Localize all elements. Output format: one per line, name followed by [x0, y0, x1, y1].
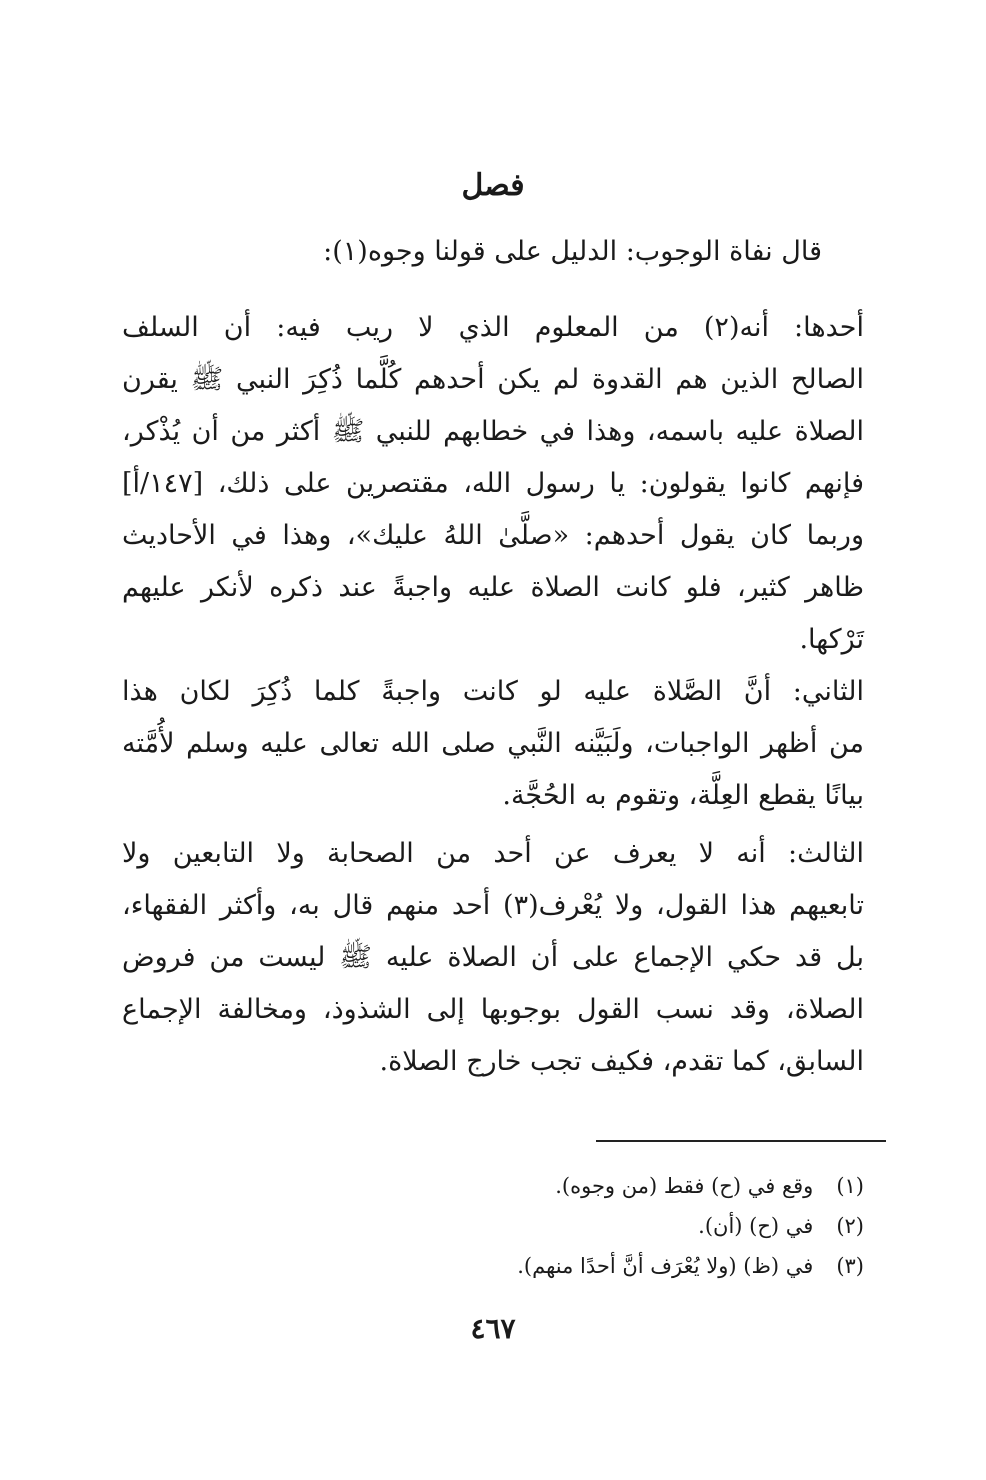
paragraph-3-line: تابعيهم هذا القول، ولا يُعْرف(٣) أحد منهم قال به، وأكثر الفقهاء، — [122, 890, 864, 921]
paragraph-3-line: بل قد حكي الإجماع على أن الصلاة عليه ﷺ ليست من فروض — [122, 942, 864, 973]
paragraph-3-line: السابق، كما تقدم، فكيف تجب خارج الصلاة. — [379, 1046, 864, 1077]
paragraph-3-line: الصلاة، وقد نسب القول بوجوبها إلى الشذوذ، ومخالفة الإجماع — [122, 994, 864, 1025]
footnote-2 — [122, 1206, 864, 1246]
paragraph-1-line: الصالح الذين هم القدوة لم يكن أحدهم كُلَّما ذُكِرَ النبي ﷺ يقرن — [122, 364, 864, 395]
footnote-1 — [122, 1166, 864, 1206]
paragraph-3-line: الثالث: أنه لا يعرف عن أحد من الصحابة ولا التابعين ولا — [122, 838, 864, 869]
footnote-text: في (ح) (أن). — [698, 1214, 814, 1238]
footnote-separator — [596, 1140, 886, 1142]
paragraph-1-line: فإنهم كانوا يقولون: يا رسول الله، مقتصرين على ذلك، [١٤٧/أ] — [122, 468, 864, 499]
paragraph-2-line: الثاني: أنَّ الصَّلاة عليه لو كانت واجبةً كلما ذُكِرَ لكان هذا — [122, 676, 864, 707]
footnote-number: (١) — [836, 1174, 864, 1198]
paragraph-2-line: بيانًا يقطع العِلَّة، وتقوم به الحُجَّة. — [502, 780, 864, 811]
page-number: ٤٦٧ — [470, 1312, 516, 1345]
section-title: فصل — [461, 168, 525, 203]
footnote-text: وقع في (ح) فقط (من وجوه). — [555, 1174, 814, 1198]
footnote-number: (٣) — [836, 1254, 864, 1278]
paragraph-1-line: ظاهر كثير، فلو كانت الصلاة عليه واجبةً عند ذكره لأنكر عليهم — [122, 572, 864, 603]
paragraph-1-line: الصلاة عليه باسمه، وهذا في خطابهم للنبي ﷺ أكثر من أن يُذْكر، — [122, 416, 864, 447]
footnote-3 — [122, 1246, 864, 1286]
paragraph-1-line: وربما كان يقول أحدهم: «صلَّىٰ اللهُ عليك»، وهذا في الأحاديث — [122, 520, 864, 551]
paragraph-1-line: تَرْكها. — [799, 624, 864, 655]
paragraph-2-line: من أظهر الواجبات، ولَبَيَّنه النَّبي صلى الله تعالى عليه وسلم لأُمَّته — [122, 728, 864, 759]
footnote-number: (٢) — [836, 1214, 864, 1238]
intro-line: قال نفاة الوجوب: الدليل على قولنا وجوه(١): — [323, 236, 822, 267]
footnote-text: في (ظ) (ولا يُعْرَف أنَّ أحدًا منهم). — [517, 1254, 814, 1278]
paragraph-1-line: أحدها: أنه(٢) من المعلوم الذي لا ريب فيه: أن السلف — [122, 312, 864, 343]
